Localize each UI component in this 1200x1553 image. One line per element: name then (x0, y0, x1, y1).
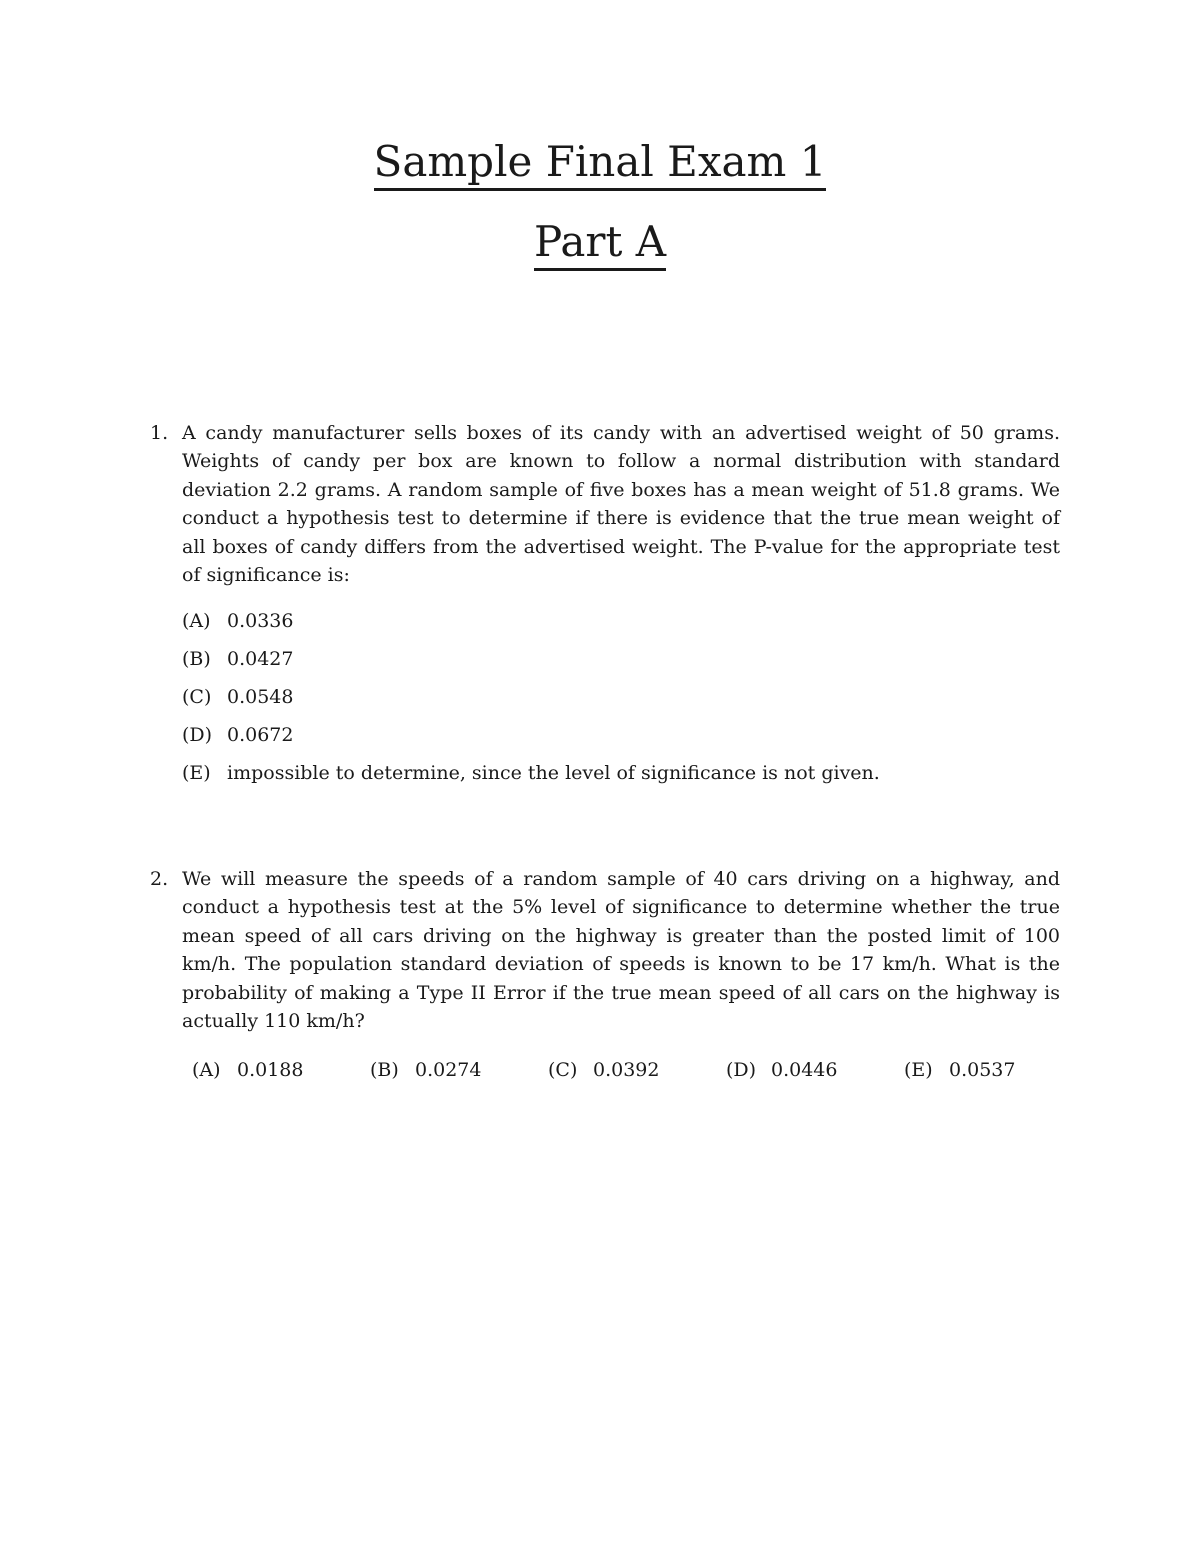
choice-letter: (C) (548, 1059, 578, 1082)
question-text: A candy manufacturer sells boxes of its candy with an advertised weight of 50 grams. Weights of candy per box are known to follow a normal distribution with standard deviation 2.2 grams. A random sample of five boxes has a mean weight of 51.8 grams. We conduct a hypothesis test to determine if there is evidence that the true mean weight of all boxes of candy differs from the advertised weight. The P-value for the appropriate test of significance is: (182, 422, 1060, 587)
answer-choice-d (726, 1056, 904, 1084)
choice-letter: (E) (904, 1059, 933, 1082)
choice-letter: (B) (370, 1059, 399, 1082)
choice-letter: (B) (182, 648, 211, 671)
answer-choice-b (182, 645, 1060, 683)
choice-text: 0.0446 (771, 1059, 838, 1082)
choice-text: 0.0548 (227, 686, 294, 709)
choice-text: 0.0672 (227, 724, 294, 747)
answer-choices (192, 1056, 1060, 1084)
choice-text: impossible to determine, since the level of significance is not given. (227, 762, 880, 785)
question-number: 1. (150, 422, 169, 444)
choice-text: 0.0392 (593, 1059, 660, 1082)
answer-choice-a (182, 607, 1060, 645)
answer-choices (182, 607, 1060, 797)
answer-choice-a (192, 1056, 370, 1084)
choice-text: 0.0537 (949, 1059, 1016, 1082)
part-title-text: Part A (534, 218, 666, 271)
answer-choice-b (370, 1056, 548, 1084)
choice-text: 0.0427 (227, 648, 294, 671)
choice-letter: (C) (182, 686, 212, 709)
choice-letter: (E) (182, 762, 211, 785)
choice-letter: (A) (182, 610, 211, 633)
choice-letter: (D) (726, 1059, 757, 1082)
exam-title-text: Sample Final Exam 1 (374, 138, 827, 191)
answer-choice-c (548, 1056, 726, 1084)
question-2 (150, 865, 1060, 1085)
question-number: 2. (150, 868, 169, 890)
answer-choice-e (182, 759, 1060, 797)
question-1 (150, 419, 1060, 797)
answer-choice-c (182, 683, 1060, 721)
answer-choice-d (182, 721, 1060, 759)
part-title (0, 218, 1200, 271)
answer-choice-e (904, 1056, 1082, 1084)
choice-text: 0.0274 (415, 1059, 482, 1082)
choice-text: 0.0188 (237, 1059, 304, 1082)
choice-text: 0.0336 (227, 610, 294, 633)
question-text: We will measure the speeds of a random sample of 40 cars driving on a highway, and conduct a hypothesis test at the 5% level of significance to determine whether the true mean speed of all cars driving on the highway is greater than the posted limit of 100 km/h. The population standard deviation of speeds is known to be 17 km/h. What is the probability of making a Type II Error if the true mean speed of all cars on the highway is actually 110 km/h? (182, 868, 1060, 1033)
choice-letter: (A) (192, 1059, 221, 1082)
exam-title (0, 138, 1200, 191)
choice-letter: (D) (182, 724, 213, 747)
